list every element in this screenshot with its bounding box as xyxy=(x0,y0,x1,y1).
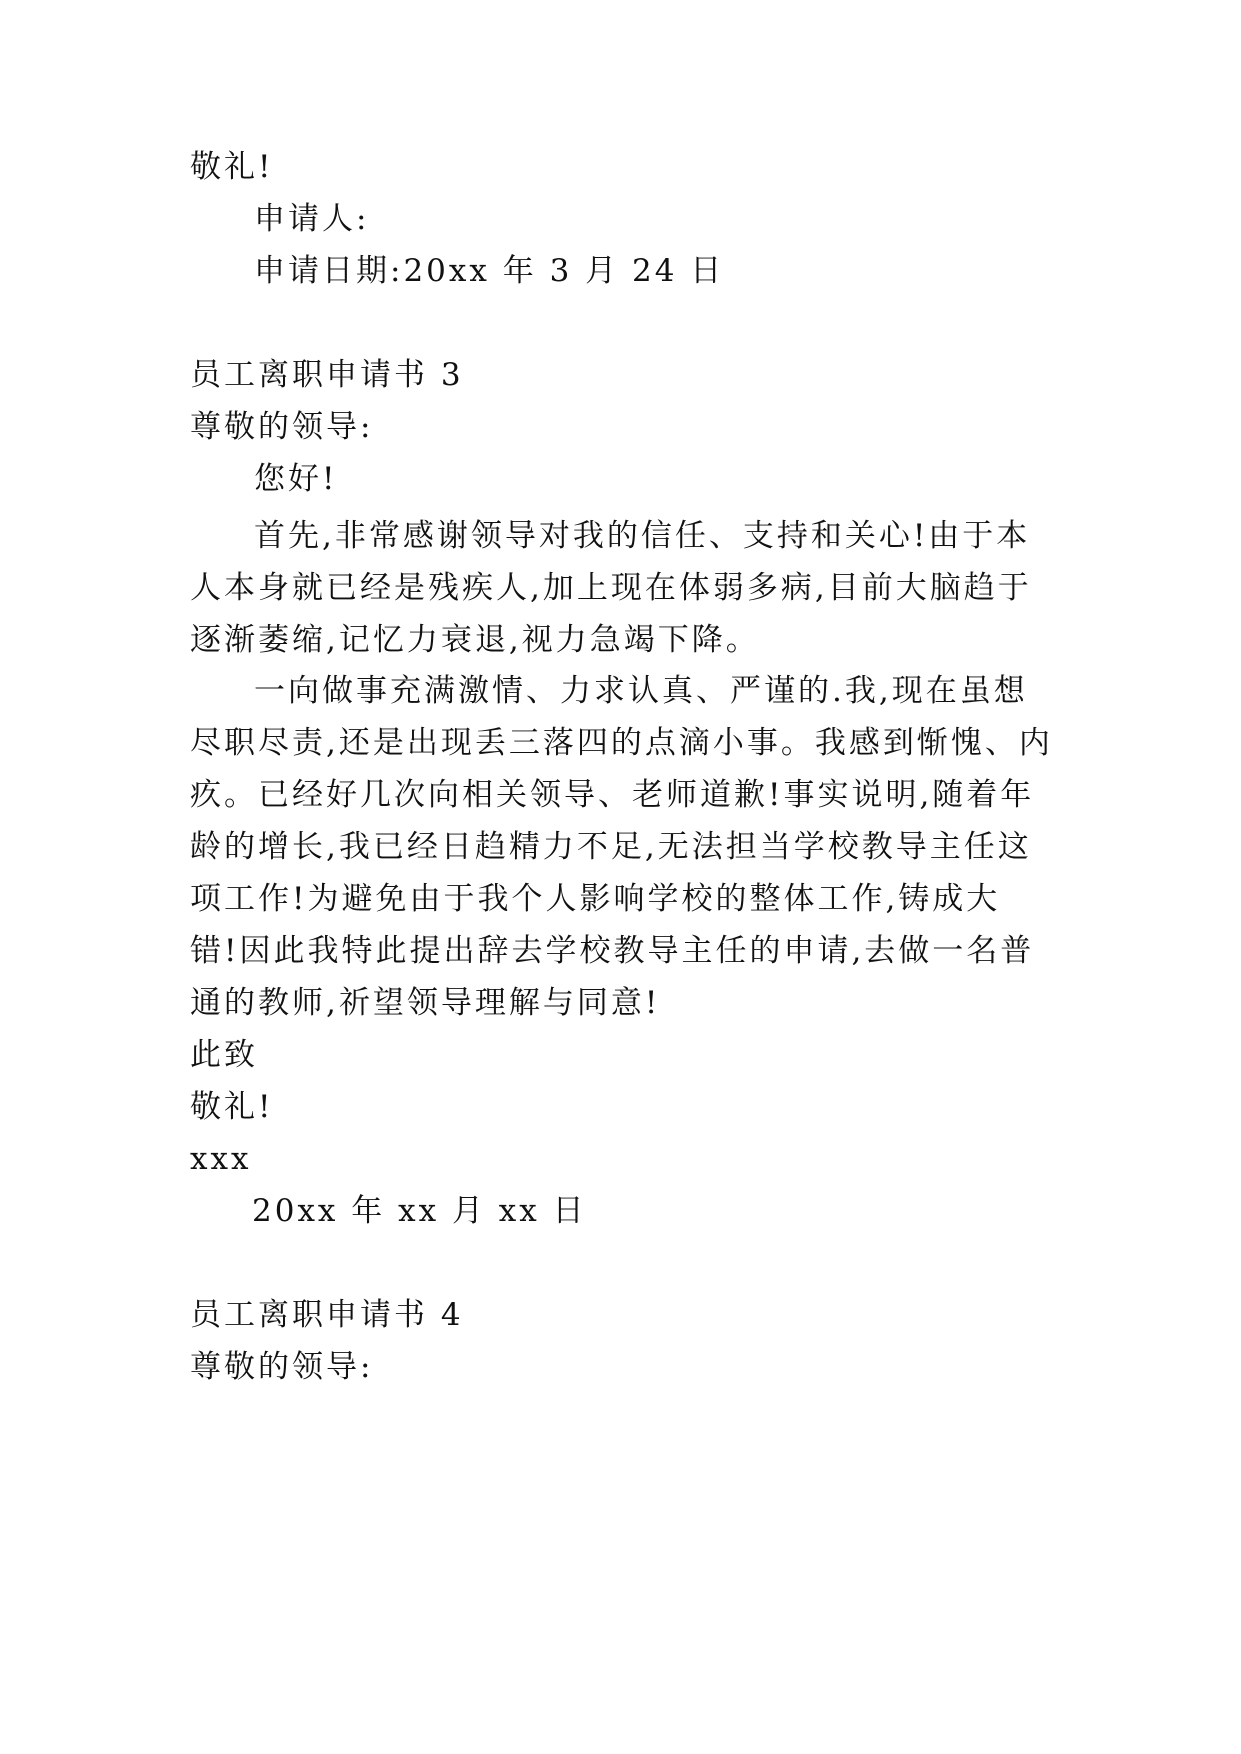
paragraph-line: 错!因此我特此提出辞去学校教导主任的申请,去做一名普 xyxy=(190,933,1035,969)
salutation: 尊敬的领导: xyxy=(190,409,374,445)
paragraph-line: 首先,非常感谢领导对我的信任、支持和关心!由于本 xyxy=(254,518,1031,554)
salutation: 尊敬的领导: xyxy=(190,1349,374,1385)
paragraph-line: 人本身就已经是残疾人,加上现在体弱多病,目前大脑趋于 xyxy=(190,570,1032,606)
paragraph-line: 疚。已经好几次向相关领导、老师道歉!事实说明,随着年 xyxy=(190,777,1035,813)
greeting: 您好! xyxy=(254,461,338,497)
closing-salute: 敬礼! xyxy=(190,1089,274,1125)
closing-salute: 敬礼! xyxy=(190,149,274,185)
applicant-label: 申请人: xyxy=(254,201,370,237)
paragraph-line: 项工作!为避免由于我个人影响学校的整体工作,铸成大 xyxy=(190,881,1001,917)
letter-date: 20xx 年 xx 月 xx 日 xyxy=(252,1193,587,1229)
letter-title: 员工离职申请书 3 xyxy=(190,357,464,393)
signature: xxx xyxy=(190,1141,252,1177)
paragraph-line: 一向做事充满激情、力求认真、严谨的.我,现在虽想 xyxy=(254,673,1028,709)
paragraph-line: 龄的增长,我已经日趋精力不足,无法担当学校教导主任这 xyxy=(190,829,1032,865)
paragraph-line: 尽职尽责,还是出现丢三落四的点滴小事。我感到惭愧、内 xyxy=(190,725,1053,761)
letter-title: 员工离职申请书 4 xyxy=(190,1297,464,1333)
paragraph-line: 通的教师,祈望领导理解与同意! xyxy=(190,985,661,1021)
closing-line: 此致 xyxy=(190,1037,258,1073)
application-date: 申请日期:20xx 年 3 月 24 日 xyxy=(254,253,725,289)
paragraph-line: 逐渐萎缩,记忆力衰退,视力急竭下降。 xyxy=(190,622,760,658)
